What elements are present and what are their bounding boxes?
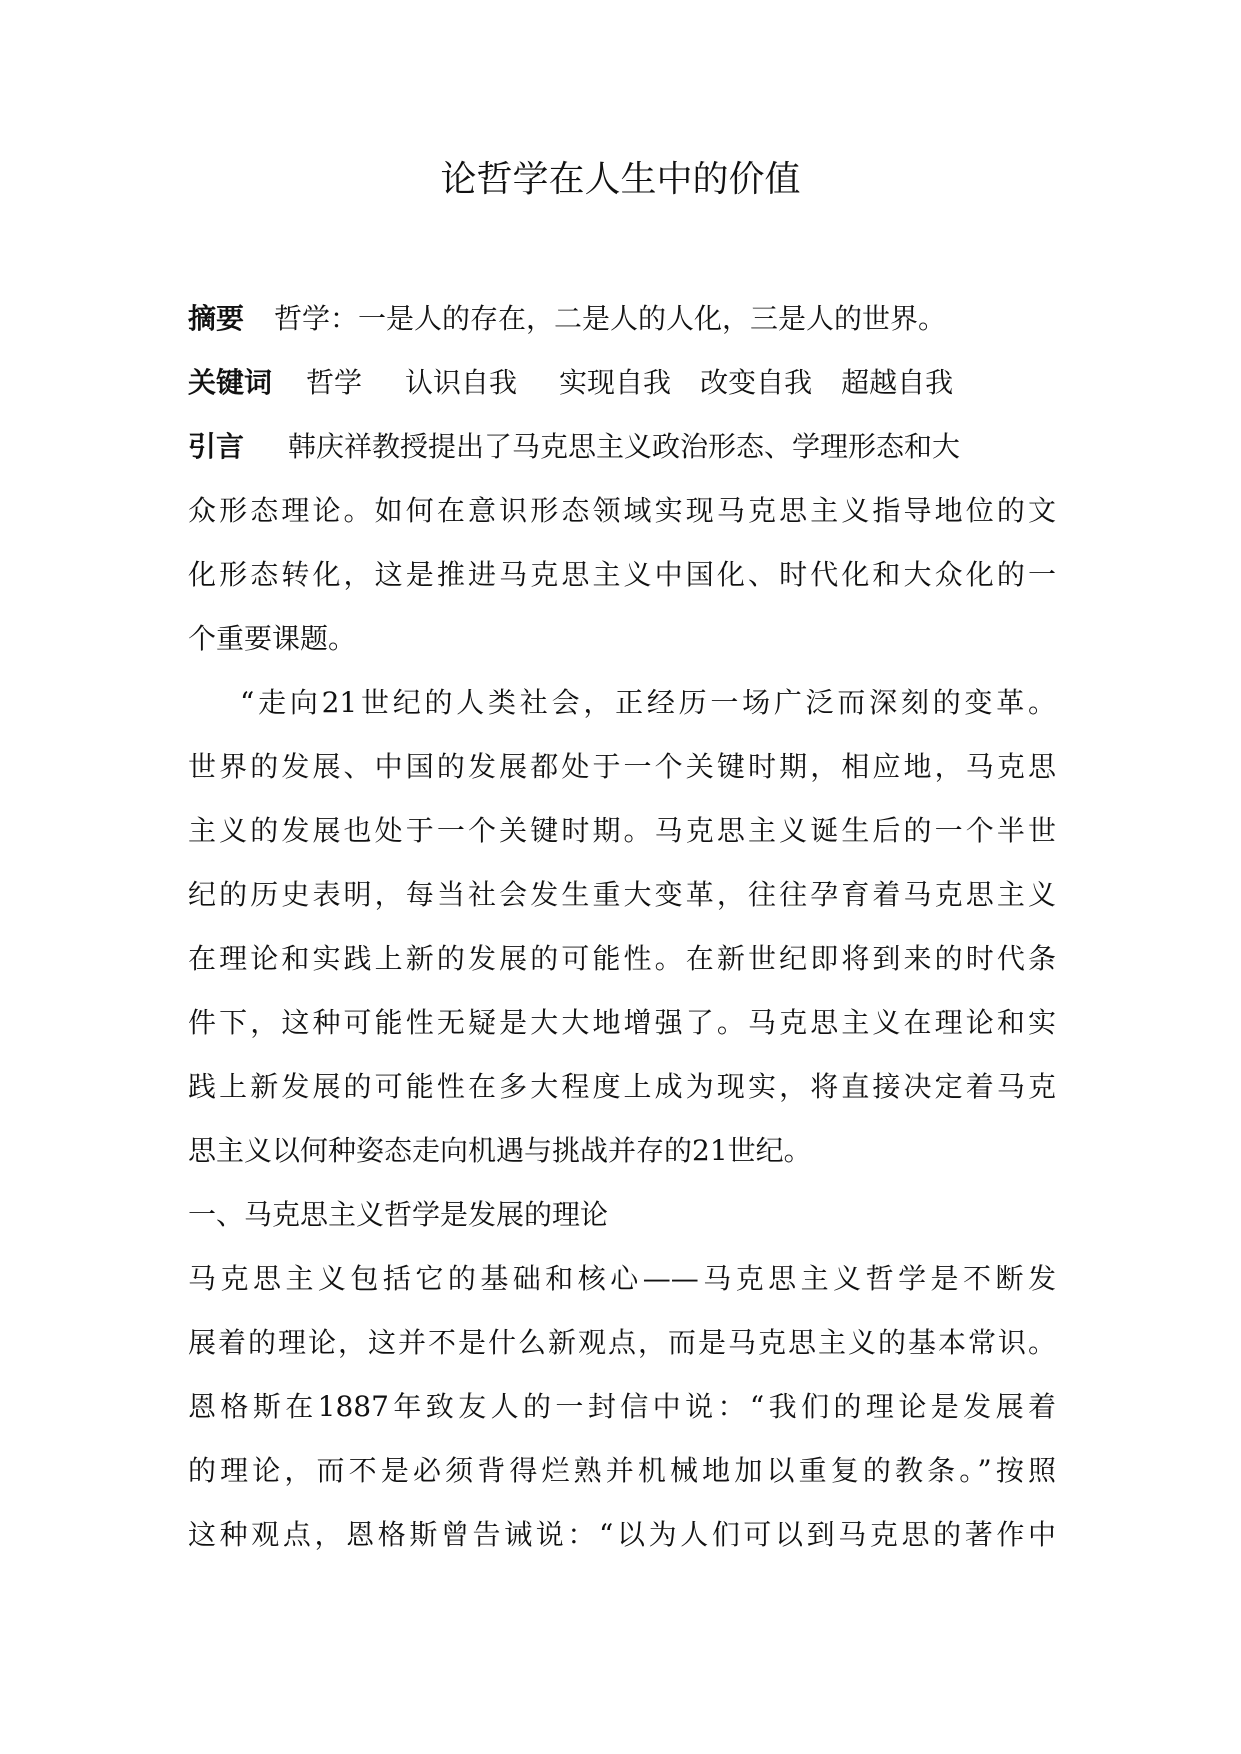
text-line: 思主义以何种姿态走向机遇与挑战并存的21世纪。 <box>188 1134 812 1167</box>
text-line: 在理论和实践上新的发展的可能性。在新世纪即将到来的时代条 <box>188 942 1056 975</box>
text-line: 化形态转化，这是推进马克思主义中国化、时代化和大众化的一 <box>188 558 1056 591</box>
keyword-item: 哲学 <box>306 366 363 399</box>
text-line: 个重要课题。 <box>188 622 357 655</box>
abstract-line <box>188 287 1056 351</box>
text-line: 展着的理论，这并不是什么新观点，而是马克思主义的基本常识。 <box>188 1326 1056 1359</box>
section-heading: 一、马克思主义哲学是发展的理论 <box>188 1198 609 1231</box>
intro-first-text: 韩庆祥教授提出了马克思主义政治形态、学理形态和大 <box>288 430 961 463</box>
text-line: 众形态理论。如何在意识形态领域实现马克思主义指导地位的文 <box>188 494 1056 527</box>
keywords-line <box>188 351 1056 415</box>
intro-label: 引言 <box>188 430 245 463</box>
text-line: 的理论，而不是必须背得烂熟并机械地加以重复的教条。”按照 <box>188 1454 1056 1487</box>
text-line: 主义的发展也处于一个关键时期。马克思主义诞生后的一个半世 <box>188 814 1056 847</box>
text-line: 恩格斯在1887年致友人的一封信中说：“我们的理论是发展着 <box>188 1390 1056 1423</box>
document-title: 论哲学在人生中的价值 <box>440 159 801 200</box>
text-line: 这种观点，恩格斯曾告诫说：“以为人们可以到马克思的著作中 <box>188 1518 1056 1551</box>
keyword-item: 认识自我 <box>405 366 518 399</box>
document-body <box>188 287 1056 1567</box>
keyword-item: 超越自我 <box>841 366 954 399</box>
text-line: 纪的历史表明，每当社会发生重大变革，往往孕育着马克思主义 <box>188 878 1056 911</box>
text-line: 践上新发展的可能性在多大程度上成为现实，将直接决定着马克 <box>188 1070 1056 1103</box>
text-line: 世界的发展、中国的发展都处于一个关键时期，相应地，马克思 <box>188 750 1056 783</box>
keyword-item: 改变自我 <box>700 366 813 399</box>
keyword-item: 实现自我 <box>559 366 672 399</box>
text-line: 马克思主义包括它的基础和核心——马克思主义哲学是不断发 <box>188 1262 1056 1295</box>
keywords-label: 关键词 <box>188 366 273 399</box>
text-line: 件下，这种可能性无疑是大大地增强了。马克思主义在理论和实 <box>188 1006 1056 1039</box>
abstract-text: 哲学：一是人的存在，二是人的人化，三是人的世界。 <box>274 302 947 335</box>
intro-first-line <box>188 415 1056 479</box>
abstract-label: 摘要 <box>188 302 245 335</box>
text-line: “走向21世纪的人类社会，正经历一场广泛而深刻的变革。 <box>240 686 1056 719</box>
